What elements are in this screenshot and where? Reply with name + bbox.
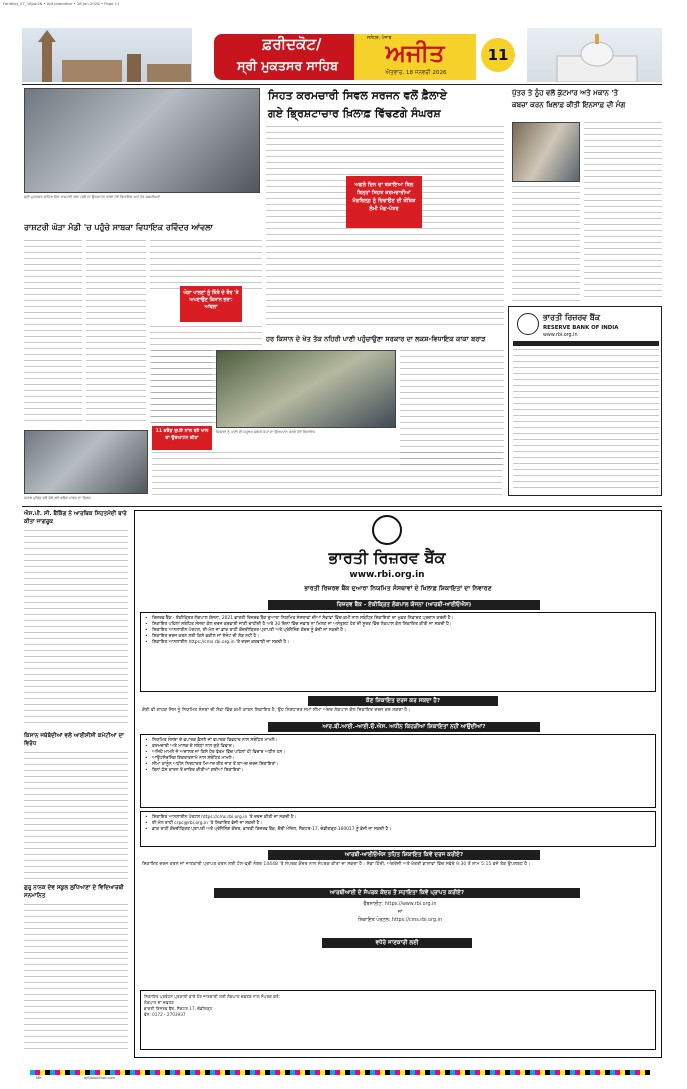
rbi-point: • ਸ਼ਿਕਾਇਤ ਆਨਲਾਈਨ ਪੋਰਟਲ, ਈ-ਮੇਲ ਜਾਂ ਡਾਕ ਰਾਹੀਂ ਕੇਂਦਰੀਕ੍ਰਿਤ ਪ੍ਰਾਪਤੀ ਅਤੇ ਪ੍ਰੋਸੈਸਿੰਗ ਕੇਂਦਰ ਨੂੰ ਭੇਜੀ ਜਾ ਸਕਦੀ ਹੈ। [144, 628, 652, 634]
rbi-section-1-list [144, 616, 652, 646]
rbi-section-6-title: ਵਧੇਰੇ ਜਾਣਕਾਰੀ ਲਈ [322, 938, 472, 948]
city-skyline-image [22, 28, 192, 82]
rbi-section-1-title: ਰਿਜ਼ਰਵ ਬੈਂਕ - ਏਕੀਕ੍ਰਿਤ ਲੋਕਪਾਲ ਯੋਜਨਾ (ਆਰਬੀ-ਆਈਓਐਸ) [268, 600, 540, 610]
left-story-headline-1: ਐਸ.ਪੀ. ਸੀ. ਬੈਂਕਿੰਗ ਨੇ ਆਰਥਿਕ ਸਿਹਤਮੰਦੀ ਬਾਰੇ ਕੀਤਾ ਜਾਗਰੂਕ [24, 511, 127, 525]
paper-name: ਅਜੀਤ [385, 39, 445, 67]
water-story-col-2 [400, 350, 504, 466]
right-story-text-2 [512, 186, 580, 302]
water-headline: ਹਰ ਕਿਸਾਨ ਦੇ ਖੇਤ ਤੱਕ ਨਹਿਰੀ ਪਾਣੀ ਪਹੁੰਚਾਉਣਾ ਸਰਕਾਰ ਦਾ ਲਕਸ਼-ਵਿਧਾਇਕ ਕਾਕਾ ਬਰਾੜ [266, 335, 486, 343]
rbi-section-3-title: ਆਰ.ਬੀ.ਆਈ.-ਆਈ.ਓ.ਐਸ. ਅਧੀਨ ਕਿਹੜੀਆਂ ਸ਼ਿਕਾਇਤਾਂ ਨਹੀਂ ਆਉਂਦੀਆਂ? [268, 722, 540, 732]
horse-market-photo [24, 88, 260, 193]
rbi-small-bar [513, 341, 659, 346]
horse-story-col-3 [150, 240, 262, 290]
flag-march-photo [24, 430, 148, 494]
horse-market-headline: ਰਾਸ਼ਟਰੀ ਘੋੜਾ ਮੰਡੀ 'ਚ ਪਹੁੰਚੇ ਸਾਬਕਾ ਵਿਧਾਇਕ ਰਵਿੰਦਰ ਆਂਵਲਾ [24, 223, 213, 232]
page-number: 11 [481, 38, 515, 72]
location-title-2: ਸ੍ਰੀ ਮੁਕਤਸਰ ਸਾਹਿਬ [237, 58, 338, 73]
issue-date: ਐਤਵਾਰ, 18 ਜਨਵਰੀ 2026 [385, 70, 447, 76]
left-story-text-3 [24, 904, 128, 1054]
rbi-big-website[interactable]: www.rbi.org.in [349, 570, 425, 580]
rbi-small-english: RESERVE BANK OF INDIA [543, 325, 619, 331]
rbi-footer-line: ਸ਼ਿਕਾਇਤ ਪ੍ਰਬੰਧਨ ਪ੍ਰਣਾਲੀ ਬਾਰੇ ਹੋਰ ਜਾਣਕਾਰੀ ਲਈ ਲੋਕਪਾਲ ਦਫ਼ਤਰ ਨਾਲ ਸੰਪਰਕ ਕਰੋ: [144, 994, 281, 999]
footer-site: ajitjalandhar.com [84, 1076, 116, 1080]
rbi-small-text [513, 349, 659, 491]
right-headline-2: ਕਬਜ਼ਾ ਕਰਨ ਖ਼ਿਲਾਫ਼ ਕੀਤੀ ਇਨਸਾਫ਼ ਦੀ ਮੰਗ [512, 101, 626, 109]
rbi-point: • ਅਜਿਹੇ ਮਾਮਲੇ ਜੋ ਅਦਾਲਤ ਜਾਂ ਕਿਸੇ ਹੋਰ ਫੋਰਮ ਵਿੱਚ ਪਹਿਲਾਂ ਹੀ ਵਿਚਾਰ ਅਧੀਨ ਹਨ। [144, 750, 652, 756]
rbi-point[interactable]: • ਸ਼ਿਕਾਇਤ ਆਨਲਾਈਨ https://cms.rbi.org.in 'ਤੇ ਦਰਜ ਕਰਵਾਈ ਜਾ ਸਕਦੀ ਹੈ। [144, 640, 652, 646]
left-story-text-2 [24, 752, 128, 880]
horse-story-col-1 [24, 240, 82, 426]
rbi-point[interactable]: • ਈ-ਮੇਲ ਰਾਹੀਂ crpc@rbi.org.in 'ਤੇ ਸ਼ਿਕਾਇਤ ਭੇਜੀ ਜਾ ਸਕਦੀ ਹੈ। [144, 821, 652, 827]
left-story-headline-3: ਗੁਰੂ ਨਾਨਕ ਦੇਵ ਸਕੂਲ ਲੁਧਿਆਣਾ ਦੇ ਵਿਦਿਆਰਥੀ ਸਨਮਾਨਿਤ [24, 885, 124, 899]
rbi-small-name: ਭਾਰਤੀ ਰਿਜ਼ਰਵ ਬੈਂਕ [543, 313, 600, 322]
rbi-section-5-title: ਆਰਬੀਆਈ ਦੇ ਸੰਪਰਕ ਕੇਂਦਰ ਤੋਂ ਸਹਾਇਤਾ ਕਿਵੇਂ ਪ੍ਰਾਪਤ ਕਰੀਏ? [214, 888, 580, 898]
red-callout-box-2: 11 ਕਰੋੜ ਰੁਪਏ ਨਾਲ ਬਣੇ ਖਾਲ ਦਾ ਉਦਘਾਟਨ ਕੀਤਾ [152, 426, 212, 450]
main-headline-2: ਗਏ ਭ੍ਰਿਸ਼ਟਾਚਾਰ ਖ਼ਿਲਾਫ਼ ਵਿੱਢਣਗੇ ਸੰਘਰਸ਼ [268, 107, 441, 120]
page-slug: Faridkot_07_18Jan26 • Ajit Jalandhar • 18 Jan 2026 • Page 11 [3, 1, 120, 6]
rbi-footer-line: ਫੋਨ: 0172 - 2703937 [144, 1012, 186, 1017]
rbi-point: • ਬਿਨਾਂ ਠੋਸ ਕਾਰਨ ਤੋਂ ਦਾਇਰ ਕੀਤੀਆਂ ਗਈਆਂ ਸ਼ਿਕਾਇਤਾਂ। [144, 768, 652, 774]
water-story-col-1 [152, 350, 212, 430]
rbi-small-website[interactable]: www.rbi.org.in [543, 333, 578, 338]
rbi-point: • ਆਊਟਸੋਰਸਿੰਗ ਇਕਰਾਰਨਾਮੇ ਨਾਲ ਸਬੰਧਿਤ ਮਾਮਲੇ। [144, 756, 652, 762]
masthead-rule [22, 84, 662, 85]
rbi-section-6-line-2: ਜਾਂ [397, 910, 403, 915]
main-headline-1: ਸਿਹਤ ਕਰਮਚਾਰੀ ਸਿਵਲ ਸਰਜਨ ਵਲੋਂ ਫ਼ੈਲਾਏ [268, 89, 447, 102]
rbi-footer-box [140, 990, 656, 1050]
horse-story-col-2 [86, 240, 146, 426]
rbi-section-5-text: ਸ਼ਿਕਾਇਤ ਦਰਜ ਕਰਨ ਜਾਂ ਜਾਣਕਾਰੀ ਪ੍ਰਾਪਤ ਕਰਨ ਲਈ ਟੋਲ-ਫ੍ਰੀ ਨੰਬਰ 14448 'ਤੇ ਸੰਪਰਕ ਕੇਂਦਰ ਨਾਲ ਸੰਪਰਕ ਕੀਤਾ ਜਾ ਸਕਦਾ ਹੈ। ਸੇਵਾ ਹਿੰਦੀ, ਅੰਗਰੇਜ਼ੀ ਅਤੇ ਖੇਤਰੀ ਭਾਸ਼ਾਵਾਂ ਵਿੱਚ ਸਵੇਰੇ 9:30 ਤੋਂ ਸ਼ਾਮ 5:15 ਵਜੇ ਤੱਕ ਉਪਲਬਧ ਹੈ। [142, 862, 531, 867]
rbi-section-2-title: ਕੌਣ ਸ਼ਿਕਾਇਤ ਦਰਜ ਕਰ ਸਕਦਾ ਹੈ? [308, 696, 498, 706]
highlight-box: ਘੋੜਾ ਪਾਲਣਾਂ ਨੂੰ ਕਿੱਤੇ ਦੇ ਤੌਰ 'ਤੇ ਅਪਣਾਉਣ ਕਿਸਾਨ ਭਰਾ: ਆਂਵਲਾ [180, 286, 242, 322]
section-rule [22, 506, 662, 507]
left-story-text-1 [24, 530, 128, 728]
rbi-section-3-list [144, 738, 652, 774]
rbi-big-subtitle: ਭਾਰਤੀ ਰਿਜ਼ਰਵ ਬੈਂਕ ਦੁਆਰਾ ਨਿਯਮਿਤ ਸੰਸਥਾਵਾਂ ਦੇ ਖ਼ਿਲਾਫ਼ ਸ਼ਿਕਾਇਤਾਂ ਦਾ ਨਿਵਾਰਣ [304, 585, 492, 592]
paper-tag: ਜਲੰਧਰ, ਪੰਜਾਬ [367, 36, 392, 41]
right-headline-1: ਪੁੱਤਰ ਤੇ ਨੂੰਹ ਵਲੋਂ ਕੁੱਟਮਾਰ ਅਤੇ ਮਕਾਨ 'ਤੇ [512, 89, 618, 97]
rbi-footer-line: ਲੋਕਪਾਲ ਦਾ ਦਫ਼ਤਰ [144, 1000, 174, 1005]
rbi-footer-line: ਭਾਰਤੀ ਰਿਜ਼ਰਵ ਬੈਂਕ, ਸੈਕਟਰ 17, ਚੰਡੀਗੜ੍ਹ [144, 1006, 213, 1011]
water-story-col-3 [152, 452, 502, 496]
color-registration-bar [30, 1070, 650, 1075]
rbi-logo-big [372, 515, 402, 545]
canal-inauguration-photo [216, 350, 396, 428]
footer-left: MK [36, 1076, 42, 1080]
rbi-point: • ਡਾਕ ਰਾਹੀਂ ਕੇਂਦਰੀਕ੍ਰਿਤ ਪ੍ਰਾਪਤੀ ਅਤੇ ਪ੍ਰੋਸੈਸਿੰਗ ਕੇਂਦਰ, ਭਾਰਤੀ ਰਿਜ਼ਰਵ ਬੈਂਕ, ਚੌਥੀ ਮੰਜ਼ਿਲ, ਸੈਕਟਰ-17, ਚੰਡੀਗੜ੍ਹ-160017 ਨੂੰ ਭੇਜੀ ਜਾ ਸਕਦੀ ਹੈ। [144, 827, 652, 833]
rbi-section-4-box [140, 811, 656, 847]
rbi-section-6-line-1[interactable]: ਵੈੱਬਸਾਈਟ: https://www.rbi.org.in [363, 902, 437, 907]
gurdwara-icon [527, 28, 662, 82]
rbi-section-3-box [140, 734, 656, 808]
rbi-point[interactable]: • ਸ਼ਿਕਾਇਤ ਆਨਲਾਈਨ ਪੋਰਟਲ https://cms.rbi.org.in 'ਤੇ ਦਰਜ ਕੀਤੀ ਜਾ ਸਕਦੀ ਹੈ। [144, 815, 652, 821]
clock-tower-icon [22, 28, 192, 82]
rbi-small-ad [508, 306, 662, 496]
gurdwara-image [527, 28, 662, 82]
rbi-section-2-text: ਕੋਈ ਵੀ ਗਾਹਕ ਜਿਸ ਨੂੰ ਨਿਯਮਿਤ ਸੰਸਥਾ ਦੀ ਸੇਵਾ ਵਿੱਚ ਕਮੀ ਕਾਰਨ ਸ਼ਿਕਾਇਤ ਹੈ, ਉਹ ਨਿਰਧਾਰਤ ਸਮਾਂ ਸੀਮਾ ਅੰਦਰ ਲੋਕਪਾਲ ਕੋਲ ਸ਼ਿਕਾਇਤ ਦਰਜ ਕਰ ਸਕਦਾ ਹੈ। [142, 708, 411, 713]
rbi-section-4-list [144, 815, 652, 833]
rbi-section-1-box [140, 612, 656, 692]
rbi-point: • ਸੀਮਾ ਕਾਨੂੰਨ ਅਧੀਨ ਨਿਰਧਾਰਤ ਮਿਆਦ ਬੀਤ ਜਾਣ ਤੋਂ ਬਾਅਦ ਦਰਜ ਸ਼ਿਕਾਇਤਾਂ। [144, 762, 652, 768]
photo-caption-2: ਕਿਸਾਨਾਂ ਨੂੰ ਪਾਣੀ ਦੀ ਸਹੂਲਤ ਸਬੰਧੀ ਕੰਮਾਂ ਦਾ ਉਦਘਾਟਨ ਕਰਦੇ ਹੋਏ ਵਿਧਾਇਕ [216, 430, 316, 434]
masthead [22, 28, 662, 84]
rbi-point: • ਕਰਮਚਾਰੀ ਅਤੇ ਮਾਲਕ ਦੇ ਸਬੰਧਾਂ ਨਾਲ ਜੁੜੇ ਵਿਵਾਦ। [144, 744, 652, 750]
rbi-point: • ਸ਼ਿਕਾਇਤ ਦਰਜ ਕਰਨ ਲਈ ਕਿਸੇ ਵਕੀਲ ਜਾਂ ਏਜੰਟ ਦੀ ਲੋੜ ਨਹੀਂ ਹੈ। [144, 634, 652, 640]
rbi-section-6-line-3[interactable]: ਸ਼ਿਕਾਇਤ ਪੋਰਟਲ: https://cms.rbi.org.in [358, 918, 442, 923]
rbi-point: • ਸ਼ਿਕਾਇਤ ਪਹਿਲਾਂ ਸਬੰਧਿਤ ਸੰਸਥਾ ਕੋਲ ਦਰਜ ਕਰਵਾਈ ਜਾਣੀ ਚਾਹੀਦੀ ਹੈ ਅਤੇ 30 ਦਿਨਾਂ ਵਿੱਚ ਜਵਾਬ ਨਾ ਮਿਲਣ ਜਾਂ ਅਸੰਤੁਸ਼ਟ ਹੋਣ ਦੀ ਸੂਰਤ ਵਿੱਚ ਲੋਕਪਾਲ ਕੋਲ ਸ਼ਿਕਾਇਤ ਕੀਤੀ ਜਾ ਸਕਦੀ ਹੈ। [144, 622, 652, 628]
rbi-logo-small [517, 313, 539, 335]
rbi-point: • ਰਿਜ਼ਰਵ ਬੈਂਕ - ਏਕੀਕ੍ਰਿਤ ਲੋਕਪਾਲ ਯੋਜਨਾ, 2021 ਭਾਰਤੀ ਰਿਜ਼ਰਵ ਬੈਂਕ ਦੁਆਰਾ ਨਿਯਮਿਤ ਸੰਸਥਾਵਾਂ ਦੀਆਂ ਸੇਵਾਵਾਂ ਵਿੱਚ ਕਮੀ ਨਾਲ ਸਬੰਧਿਤ ਸ਼ਿਕਾਇਤਾਂ ਦਾ ਮੁਫ਼ਤ ਨਿਵਾਰਣ ਪ੍ਰਦਾਨ ਕਰਦੀ ਹੈ। [144, 616, 652, 622]
complainant-photo [512, 122, 580, 182]
red-callout-box: ਅਗਲੇ ਦਿਨ ਦਾ ਬਕਾਇਆ ਬਿਲ ਬਿਨ੍ਹਾਂ ਸਿਹਤ ਕਰਮਚਾਰੀਆਂ ਮੰਗਰਿਲ੍ਹ ਨੂੰ ਦਿਵਾਉਣ ਦੀ ਕੋਸ਼ਿਸ਼ ਲੰਮੀ ਮੰਗ-ਪੱਤਰ [346, 176, 422, 228]
left-story-headline-2: ਕਿਸਾਨ ਜਥੇਬੰਦੀਆਂ ਵਲੋਂ ਆਈਸੀਸੀ ਕਮੇਟੀਆਂ ਦਾ ਵਿਰੋਧ [24, 733, 124, 747]
photo-caption-1: ਸ੍ਰੀ ਮੁਕਤਸਰ ਸਾਹਿਬ ਵਿਖੇ ਰਾਸ਼ਟਰੀ ਘੋੜਾ ਮੰਡੀ ਦਾ ਉਦਘਾਟਨ ਕਰਦੇ ਹੋਏ ਵਿਧਾਇਕ ਅਤੇ ਹੋਰ ਸ਼ਖ਼ਸੀਅਤਾਂ [24, 195, 161, 199]
photo-caption-3: ਪੰਜਾਬ ਪੁਲਿਸ ਵਲੋਂ ਕੱਢੇ ਗਏ ਫਲੈਗ ਮਾਰਚ ਦਾ ਦ੍ਰਿਸ਼ [24, 496, 91, 500]
rbi-big-name: ਭਾਰਤੀ ਰਿਜ਼ਰਵ ਬੈਂਕ [328, 548, 446, 567]
right-story-text [584, 122, 662, 302]
location-title-1: ਫ਼ਰੀਦਕੋਟ/ [262, 35, 322, 53]
rbi-point: • ਨਿਯਮਿਤ ਸੰਸਥਾ ਦੇ ਵਪਾਰਕ ਫ਼ੈਸਲੇ ਜਾਂ ਵਪਾਰਕ ਵਿਵਹਾਰ ਨਾਲ ਸਬੰਧਿਤ ਮਾਮਲੇ। [144, 738, 652, 744]
rbi-section-4-title: ਆਰਬੀ-ਆਈਓਐਸ ਤਹਿਤ ਸ਼ਿਕਾਇਤ ਕਿਵੇਂ ਦਰਜ ਕਰੀਏ? [268, 850, 540, 860]
